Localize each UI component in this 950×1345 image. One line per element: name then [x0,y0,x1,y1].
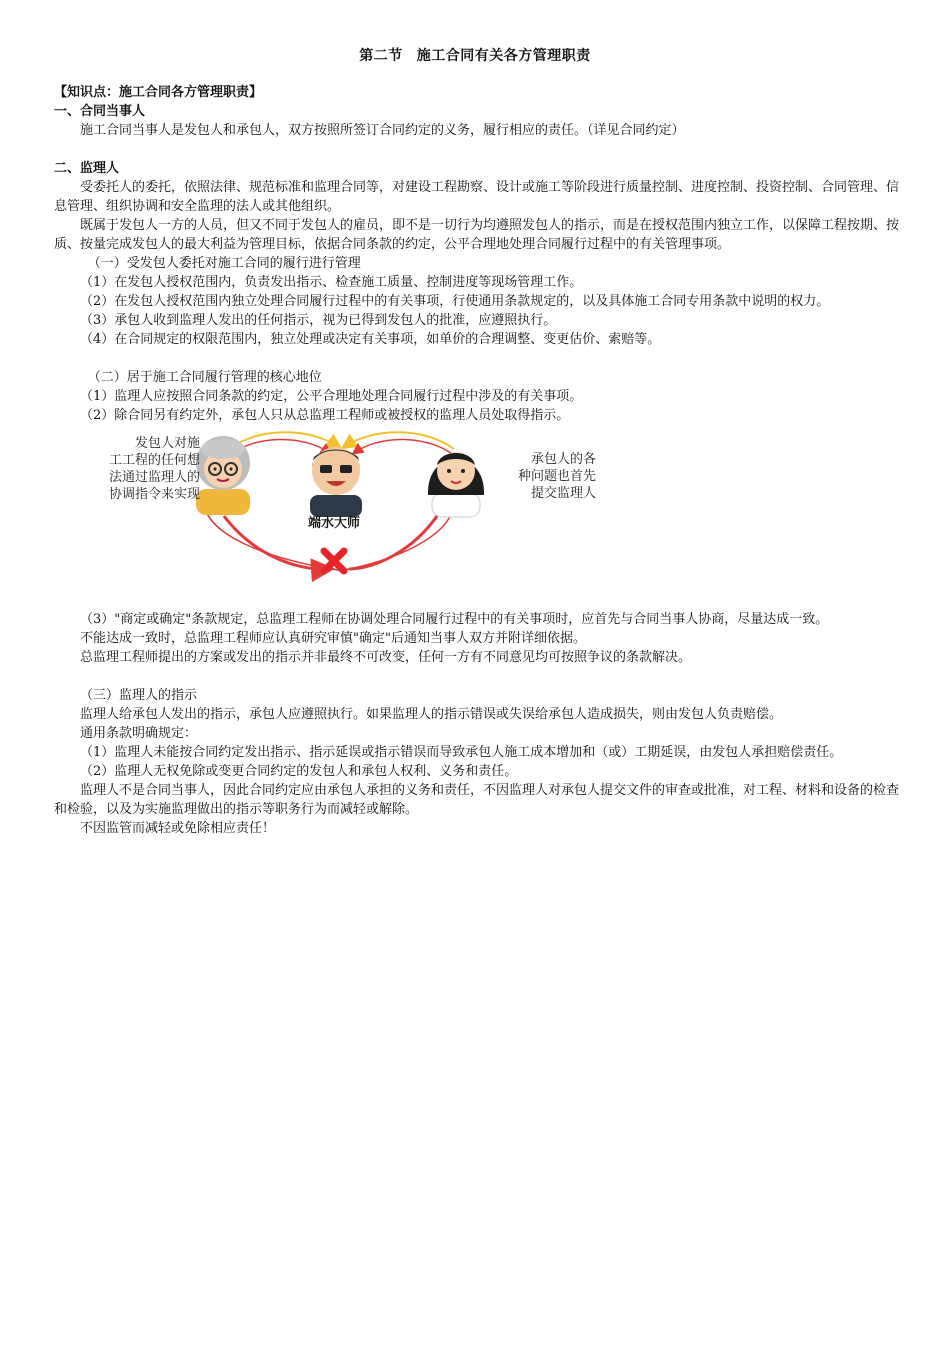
sub2-note-2: 总监理工程师提出的方案或发出的指示并非最终不可改变，任何一方有不同意见均可按照争议的条款解决。 [80,650,692,665]
sub3-item-1: （1）监理人未能按合同约定发出指示、指示延误或指示错误而导致承包人施工成本增加和（或）工期延误，由发包人承担赔偿责任。 [80,745,843,760]
part1-text: 施工合同当事人是发包人和承包人，双方按照所签订合同约定的义务，履行相应的责任。（详见合同约定） [80,123,685,138]
sub1-item-2: （2）在发包人授权范围内独立处理合同履行过程中的有关事项，行使通用条款规定的，以及具体施工合同专用条款中说明的权力。 [80,294,830,309]
sub3-paragraph-3: 监理人不是合同当事人，因此合同约定应由承包人承担的义务和责任，不因监理人对承包人提交文件的审查或批准，对工程、材料和设备的检查和检验，以及为实施监理做出的指示等职务行为而减轻或解除。 [54,783,900,817]
sub3-heading: （三）监理人的指示 [80,688,198,703]
part2-heading: 二、监理人 [54,161,120,176]
sub3-paragraph-4: 不因监管而减轻或免除相应责任！ [80,821,276,836]
sub3-paragraph-1: 监理人给承包人发出的指示，承包人应遵照执行。如果监理人的指示错误或失误给承包人造成损失，则由发包人负责赔偿。 [80,707,783,722]
man-avatar-icon [310,447,362,517]
section-name: 施工合同有关各方管理职责 [416,48,591,64]
sub2-item-2: （2）除合同另有约定外，承包人只从总监理工程师或被授权的监理人员处取得指示。 [80,408,570,423]
sub3-item-2: （2）监理人无权免除或变更合同约定的发包人和承包人权利、义务和责任。 [80,764,518,779]
sub1-heading: （一）受发包人委托对施工合同的履行进行管理 [87,256,361,271]
sub2-heading: （二）居于施工合同履行管理的核心地位 [87,370,322,385]
sub2-note-1: 不能达成一致时，总监理工程师应认真研究审慎"确定"后通知当事人双方并附详细依据。 [80,631,586,646]
part2-paragraph-2: 既属于发包人一方的人员，但又不同于发包人的雇员，即不是一切行为均遵照发包人的指示，而是在授权范围内独立工作，以保障工程按期、按质、按量完成发包人的最大利益为管理目标，依据合同条款的约定，公平合理地处理合同履行过程中的有关管理事项。 [54,218,900,252]
part2-paragraph-1: 受委托人的委托，依照法律、规范标准和监理合同等，对建设工程勘察、设计或施工等阶段进行质量控制、进度控制、投资控制、合同管理、信息管理、组织协调和安全监理的法人或其他组织。 [54,180,900,214]
red-cross-icon [324,551,344,571]
page-title [0,45,950,65]
sub1-item-1: （1）在发包人授权范围内，负责发出指示、检查施工质量、控制进度等现场管理工作。 [80,275,583,290]
woman-avatar-icon [428,452,484,517]
sub2-item-1: （1）监理人应按照合同条款的约定，公平合理地处理合同履行过程中涉及的有关事项。 [80,389,583,404]
part1-heading: 一、合同当事人 [54,104,146,119]
sub3-paragraph-2: 通用条款明确规定： [80,726,198,741]
sub1-item-4: （4）在合同规定的权限范围内，独立处理或决定有关事项，如单价的合理调整、变更估价、索赔等。 [80,332,661,347]
left-caption: 发包人对施 工工程的任何想 法通过监理人的 协调指令来实现 [108,436,200,502]
grandmother-avatar-icon [196,436,250,515]
document-body [54,83,899,838]
knowledge-point-heading: 【知识点：施工合同各方管理职责】 [54,85,263,100]
right-caption: 承包人的各 种问题也首先 提交监理人 [517,452,596,501]
sub2-item-3: （3）"商定或确定"条款规定，总监理工程师在协调处理合同履行过程中的有关事项时，应首先与合同当事人协商，尽量达成一致。 [80,612,829,627]
supervisor-diagram [54,431,899,596]
section-number: 第二节 [359,48,403,64]
center-name-label: 端水大师 [307,516,360,531]
sub1-item-3: （3）承包人收到监理人发出的任何指示，视为已得到发包人的批准，应遵照执行。 [80,313,557,328]
